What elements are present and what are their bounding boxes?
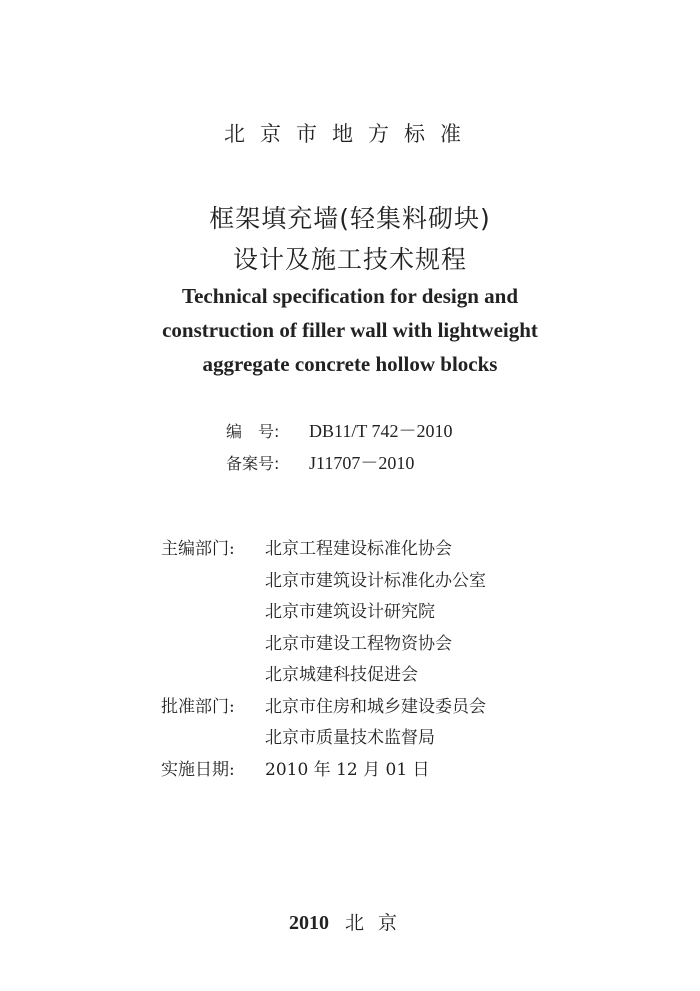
effective-date-label: 实施日期: [161, 759, 235, 780]
org-row [161, 597, 486, 629]
standard-number-row [226, 415, 453, 447]
english-title-line-2: construction of filler wall with lightweight [162, 318, 538, 342]
org-row [161, 629, 486, 661]
english-title-line-1: Technical specification for design and [181, 284, 519, 308]
standard-number-value: DB11/T 742－2010 [309, 421, 453, 441]
english-title-line-3: aggregate concrete hollow blocks [202, 352, 498, 376]
org-name: 北京市建设工程物资协会 [265, 633, 452, 654]
org-name: 北京城建科技促进会 [265, 665, 418, 685]
record-number-row [226, 447, 453, 479]
org-name: 北京市住房和城乡建设委员会 [265, 696, 486, 717]
org-name: 北京工程建设标准化协会 [265, 539, 452, 559]
effective-date-value: 2010 年 12 月 01 日 [265, 759, 430, 780]
approval-label: 批准部门: [161, 696, 235, 717]
chinese-title-line-1: 框架填充墙(轻集料砌块) [209, 204, 491, 233]
record-number-value: J11707－2010 [309, 453, 415, 473]
publication-city: 北京 [344, 912, 411, 934]
record-number-label: 备案号: [226, 454, 280, 473]
org-row [161, 723, 486, 755]
chinese-title-line-2: 设计及施工技术规程 [232, 245, 467, 274]
org-row [161, 660, 486, 692]
org-row [161, 755, 486, 787]
organizations-block [161, 534, 486, 786]
standard-number-label: 编 号: [226, 422, 280, 441]
standard-series: 北京市地方标准 [224, 122, 476, 146]
org-name: 北京市建筑设计标准化办公室 [265, 570, 486, 591]
publication-year: 2010 [288, 912, 329, 934]
publication-footer [0, 908, 700, 935]
standard-codes [226, 415, 453, 479]
org-row [161, 692, 486, 724]
org-name: 北京市建筑设计研究院 [265, 602, 435, 622]
chief-editor-label: 主编部门: [161, 539, 235, 559]
org-name: 北京市质量技术监督局 [265, 728, 435, 748]
org-row [161, 534, 486, 566]
org-row [161, 566, 486, 598]
